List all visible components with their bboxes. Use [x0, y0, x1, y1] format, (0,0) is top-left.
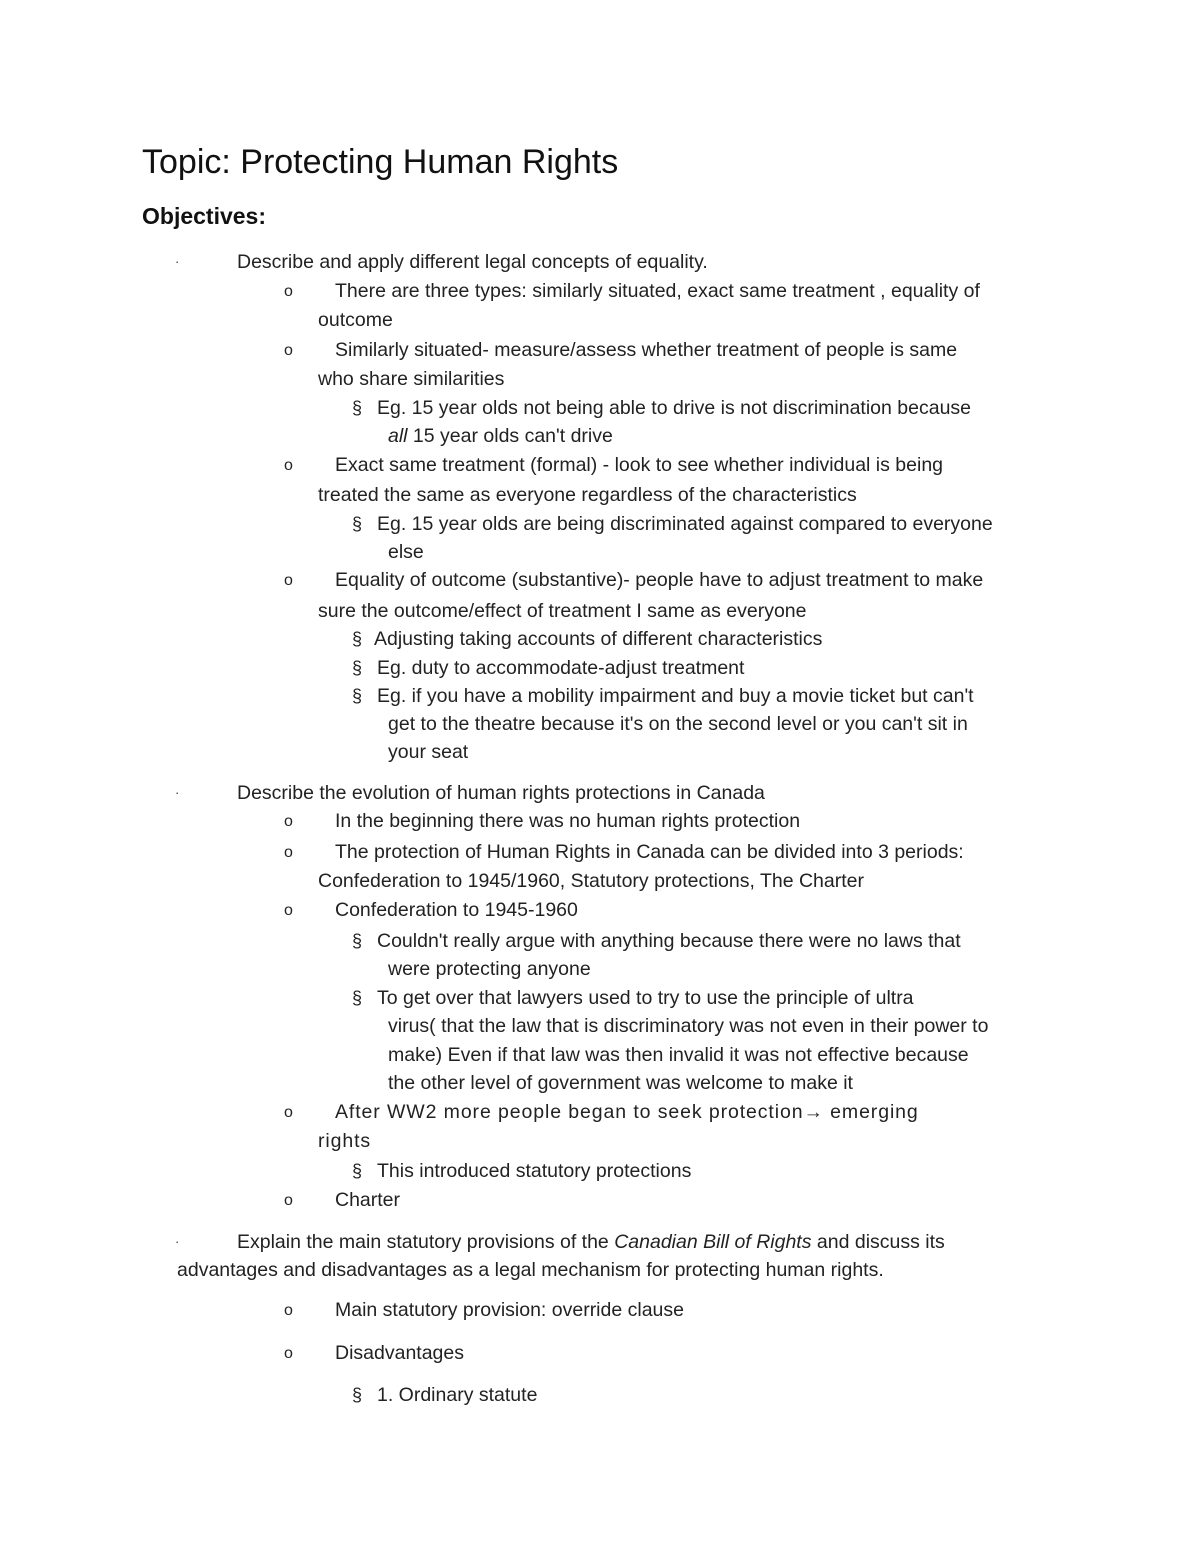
bullet-circle: o — [284, 342, 293, 359]
bullet-circle: o — [284, 457, 293, 474]
bill-of-rights-title: Canadian Bill of Rights — [614, 1231, 812, 1253]
objective-3-text-before: Explain the main statutory provisions of the — [237, 1231, 615, 1253]
bullet-section: § — [352, 398, 363, 418]
confederation-sub-2-line-4: the other level of government was welcome to make it — [388, 1072, 853, 1094]
bullet-section: § — [352, 931, 363, 951]
exact-treatment-example-line-2: else — [388, 541, 424, 563]
beginning-text: In the beginning there was no human rights protection — [335, 810, 801, 832]
similarly-situated-line-2: who share similarities — [318, 368, 505, 390]
confederation-sub-1-line-2: were protecting anyone — [388, 958, 591, 980]
bullet-section: § — [352, 1161, 363, 1181]
bullet-circle: o — [284, 1192, 293, 1209]
bullet-circle: o — [284, 1302, 293, 1319]
bullet-section: § — [352, 988, 363, 1008]
ww2-line-2: rights — [318, 1130, 372, 1152]
ww2-line-1: After WW2 more people began to seek protection→ emerging — [335, 1101, 919, 1123]
objective-1-text: Describe and apply different legal concepts of equality. — [237, 251, 708, 273]
confederation-sub-2-line-1: To get over that lawyers used to try to use the principle of ultra — [377, 987, 914, 1009]
types-line-1: There are three types: similarly situated, exact same treatment , equality of — [335, 280, 980, 302]
bullet-circle: o — [284, 844, 293, 861]
objective-3-text-after: and discuss its — [811, 1231, 945, 1253]
outcome-sub-2: Eg. duty to accommodate-adjust treatment — [377, 657, 745, 679]
objective-3-line-1 — [237, 1228, 945, 1256]
exact-treatment-line-2: treated the same as everyone regardless of the characteristics — [318, 484, 857, 506]
bullet-section: § — [352, 686, 363, 706]
confederation-sub-2-line-3: make) Even if that law was then invalid it was not effective because — [388, 1044, 969, 1066]
outcome-sub-3-line-1: Eg. if you have a mobility impairment and buy a movie ticket but can't — [377, 685, 974, 707]
bullet-section: § — [352, 658, 363, 678]
confederation-sub-2-line-2: virus( that the law that is discriminatory was not even in their power to — [388, 1015, 989, 1037]
disadvantages-heading: Disadvantages — [335, 1342, 464, 1364]
bullet-section: § — [352, 1385, 363, 1405]
main-provision-text: Main statutory provision: override clause — [335, 1299, 684, 1321]
similarly-situated-example-line-1: Eg. 15 year olds not being able to drive is not discrimination because — [377, 397, 972, 419]
bullet-circle: o — [284, 1104, 293, 1121]
types-line-2: outcome — [318, 309, 393, 331]
objective-3-line-2: advantages and disadvantages as a legal mechanism for protecting human rights. — [177, 1259, 884, 1281]
bullet-section: § — [352, 629, 363, 649]
disadvantage-1: 1. Ordinary statute — [377, 1384, 538, 1406]
objectives-heading: Objectives: — [142, 203, 266, 229]
example-rest: 15 year olds can't drive — [407, 425, 613, 447]
confederation-sub-1-line-1: Couldn't really argue with anything because there were no laws that — [377, 930, 961, 952]
bullet-dot: · — [175, 1234, 180, 1249]
outcome-sub-3-line-2: get to the theatre because it's on the second level or you can't sit in — [388, 713, 968, 735]
bullet-circle: o — [284, 813, 293, 830]
italic-all: all — [388, 425, 408, 447]
confederation-heading: Confederation to 1945-1960 — [335, 899, 578, 921]
charter-text: Charter — [335, 1189, 401, 1211]
exact-treatment-line-1: Exact same treatment (formal) - look to see whether individual is being — [335, 454, 944, 476]
bullet-circle: o — [284, 572, 293, 589]
equality-outcome-line-2: sure the outcome/effect of treatment I same as everyone — [318, 600, 807, 622]
bullet-dot: · — [175, 785, 180, 800]
page-title: Topic: Protecting Human Rights — [142, 143, 619, 181]
bullet-circle: o — [284, 283, 293, 300]
similarly-situated-line-1: Similarly situated- measure/assess whether treatment of people is same — [335, 339, 958, 361]
periods-line-1: The protection of Human Rights in Canada can be divided into 3 periods: — [335, 841, 964, 863]
bullet-circle: o — [284, 902, 293, 919]
outcome-sub-1: Adjusting taking accounts of different characteristics — [374, 628, 823, 650]
bullet-circle: o — [284, 1345, 293, 1362]
exact-treatment-example-line-1: Eg. 15 year olds are being discriminated against compared to everyone — [377, 513, 993, 535]
bullet-dot: · — [175, 254, 180, 269]
periods-line-2: Confederation to 1945/1960, Statutory protections, The Charter — [318, 870, 864, 892]
similarly-situated-example-line-2 — [388, 422, 613, 450]
ww2-sub: This introduced statutory protections — [377, 1160, 692, 1182]
equality-outcome-line-1: Equality of outcome (substantive)- people have to adjust treatment to make — [335, 569, 984, 591]
bullet-section: § — [352, 514, 363, 534]
outcome-sub-3-line-3: your seat — [388, 741, 469, 763]
objective-2-text: Describe the evolution of human rights protections in Canada — [237, 782, 765, 804]
